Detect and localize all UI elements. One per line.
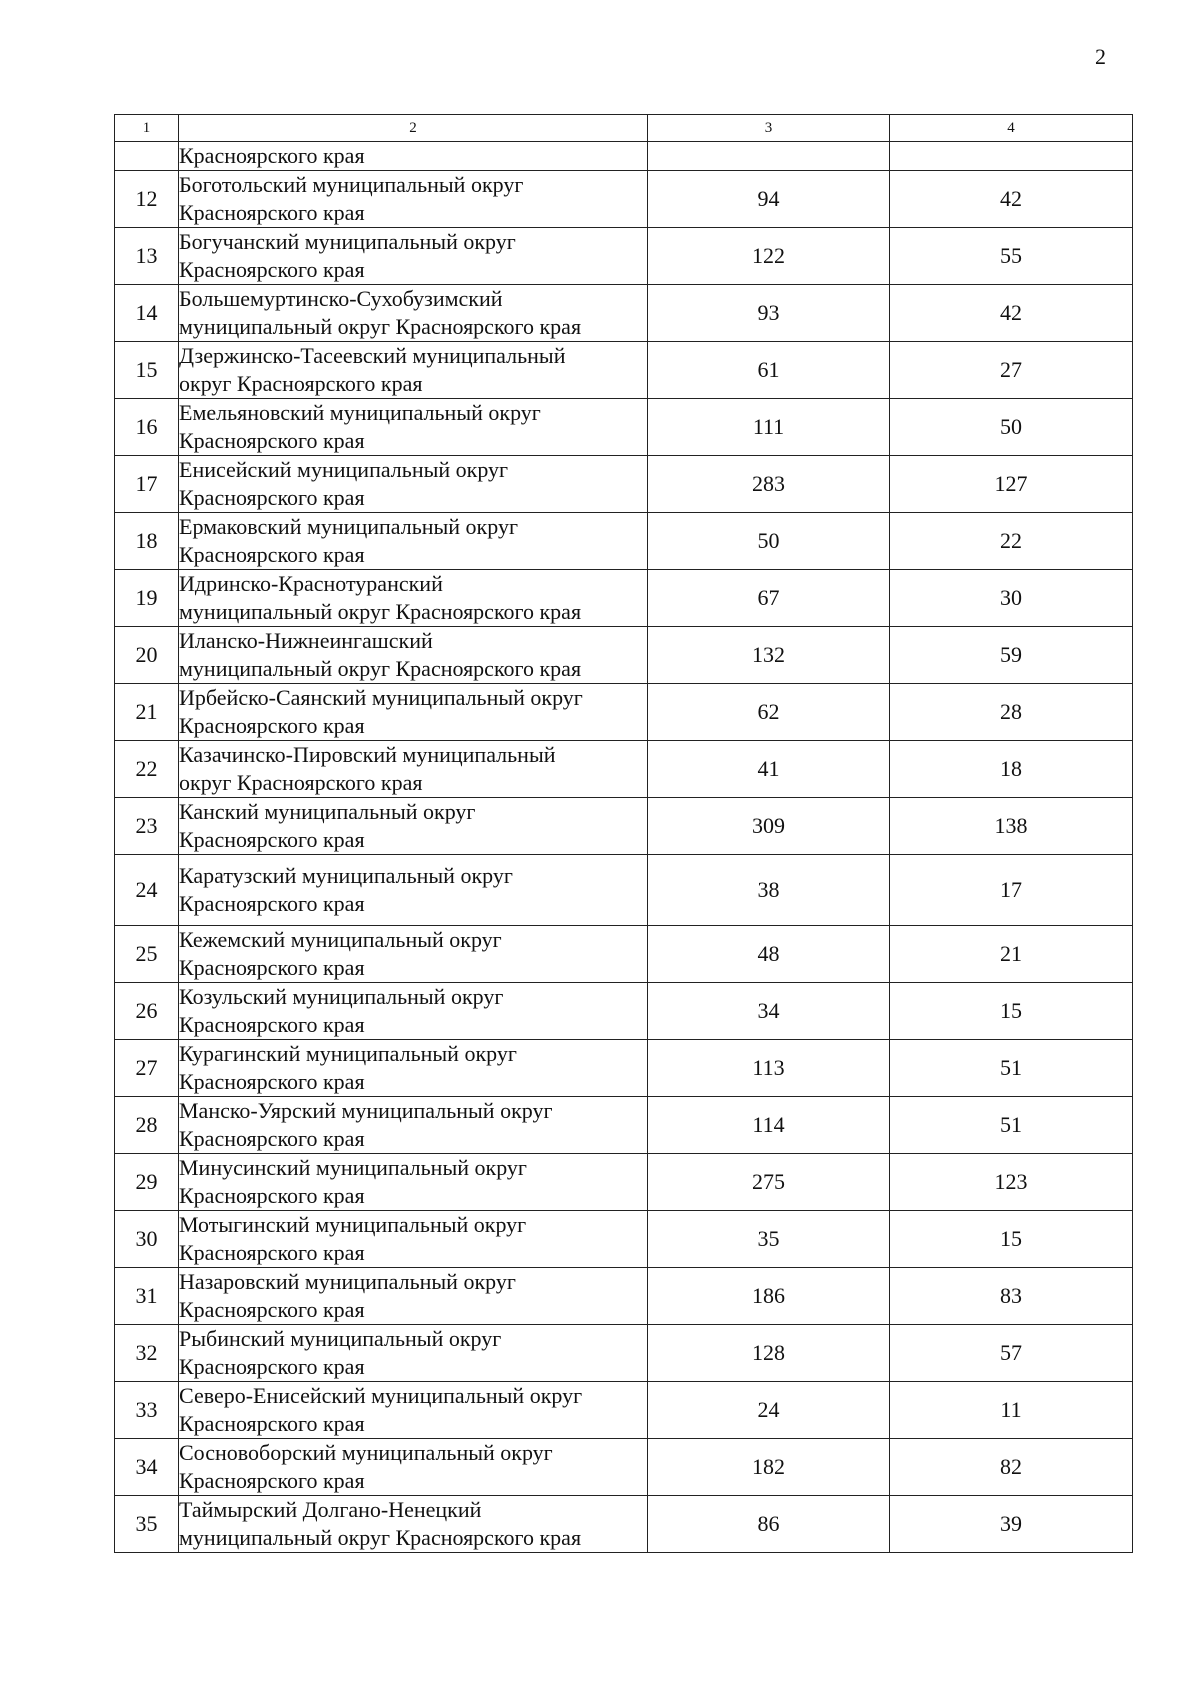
district-name-cell	[179, 1439, 648, 1496]
row-number-cell: 18	[115, 513, 179, 570]
value-col4-cell: 30	[890, 570, 1133, 627]
table-row	[115, 1325, 1133, 1382]
value-col3-cell: 67	[648, 570, 890, 627]
value-col3-cell: 62	[648, 684, 890, 741]
district-name-line-1: Таймырский Долгано-Ненецкий	[179, 1497, 482, 1522]
value-col4-cell: 83	[890, 1268, 1133, 1325]
table-row	[115, 741, 1133, 798]
value-col4-cell: 82	[890, 1439, 1133, 1496]
row-number-cell: 26	[115, 983, 179, 1040]
row-number-cell: 32	[115, 1325, 179, 1382]
district-name-cell	[179, 627, 648, 684]
district-name-line-1: Назаровский муниципальный округ	[179, 1269, 516, 1294]
district-name-cell	[179, 1496, 648, 1553]
district-name-cell	[179, 171, 648, 228]
district-name-line-2: Красноярского края	[179, 955, 365, 980]
row-number-cell: 20	[115, 627, 179, 684]
district-name-cell	[179, 741, 648, 798]
value-col4-cell: 22	[890, 513, 1133, 570]
district-name-line-2: Красноярского края	[179, 1468, 365, 1493]
district-name-line-1: Сосновоборский муниципальный округ	[179, 1440, 553, 1465]
district-name-line-1: Мотыгинский муниципальный округ	[179, 1212, 527, 1237]
municipal-districts-table	[114, 114, 1133, 1553]
district-name-line-1: Рыбинский муниципальный округ	[179, 1326, 502, 1351]
value-col4-cell: 27	[890, 342, 1133, 399]
column-header-2: 2	[179, 115, 648, 142]
district-name-line-2: Красноярского края	[179, 428, 365, 453]
district-name-cell	[179, 684, 648, 741]
district-name-line-2: Красноярского края	[179, 891, 365, 916]
row-number-cell: 34	[115, 1439, 179, 1496]
district-name-cell	[179, 855, 648, 926]
district-name-line-1: Идринско-Краснотуранский	[179, 571, 443, 596]
district-name-line-1: Емельяновский муниципальный округ	[179, 400, 541, 425]
value-col3-cell: 34	[648, 983, 890, 1040]
district-name-line-2: Красноярского края	[179, 1240, 365, 1265]
district-name-line-2: Красноярского края	[179, 827, 365, 852]
table-row	[115, 1439, 1133, 1496]
value-col4-cell: 51	[890, 1040, 1133, 1097]
district-name-line-2: округ Красноярского края	[179, 770, 423, 795]
header-row	[115, 115, 1133, 142]
district-name-cell	[179, 983, 648, 1040]
value-col3-cell: 128	[648, 1325, 890, 1382]
table-row	[115, 1496, 1133, 1553]
value-col4-cell: 51	[890, 1097, 1133, 1154]
value-col3-cell: 35	[648, 1211, 890, 1268]
district-name-line-2: Красноярского края	[179, 200, 365, 225]
value-col4-cell: 55	[890, 228, 1133, 285]
district-name-line-2: округ Красноярского края	[179, 371, 423, 396]
row-number-cell: 29	[115, 1154, 179, 1211]
district-name-line-1: Казачинско-Пировский муниципальный	[179, 742, 556, 767]
district-name-line-1: Иланско-Нижнеингашский	[179, 628, 433, 653]
continuation-num-cell	[115, 142, 179, 171]
table-row	[115, 1382, 1133, 1439]
district-name-line-2: Красноярского края	[179, 542, 365, 567]
value-col3-cell: 182	[648, 1439, 890, 1496]
row-number-cell: 25	[115, 926, 179, 983]
value-col3-cell: 61	[648, 342, 890, 399]
district-name-line-2: Красноярского края	[179, 713, 365, 738]
table-row	[115, 1211, 1133, 1268]
district-name-line-1: Минусинский муниципальный округ	[179, 1155, 527, 1180]
district-name-line-1: Ермаковский муниципальный округ	[179, 514, 518, 539]
district-name-line-1: Большемуртинско-Сухобузимский	[179, 286, 503, 311]
district-name-cell	[179, 399, 648, 456]
district-name-line-1: Енисейский муниципальный округ	[179, 457, 509, 482]
table-row	[115, 570, 1133, 627]
value-col3-cell: 111	[648, 399, 890, 456]
district-name-line-1: Каратузский муниципальный округ	[179, 863, 513, 888]
district-name-line-2: муниципальный округ Красноярского края	[179, 1525, 582, 1550]
district-name-line-1: Канский муниципальный округ	[179, 799, 476, 824]
value-col3-cell: 48	[648, 926, 890, 983]
value-col3-cell: 50	[648, 513, 890, 570]
table-row	[115, 171, 1133, 228]
value-col4-cell: 17	[890, 855, 1133, 926]
value-col3-cell: 283	[648, 456, 890, 513]
table-body	[115, 115, 1133, 1553]
district-name-line-1: Северо-Енисейский муниципальный округ	[179, 1383, 583, 1408]
district-name-cell	[179, 1382, 648, 1439]
district-name-line-2: Красноярского края	[179, 485, 365, 510]
table-row	[115, 627, 1133, 684]
value-col3-cell: 41	[648, 741, 890, 798]
continuation-name-cell: Красноярского края	[179, 142, 648, 171]
value-col4-cell: 57	[890, 1325, 1133, 1382]
value-col4-cell: 123	[890, 1154, 1133, 1211]
district-name-cell	[179, 285, 648, 342]
table-row	[115, 684, 1133, 741]
page-number: 2	[1095, 44, 1106, 69]
row-number-cell: 13	[115, 228, 179, 285]
district-name-line-2: Красноярского края	[179, 1012, 365, 1037]
district-name-cell	[179, 926, 648, 983]
table-row	[115, 1097, 1133, 1154]
table-row	[115, 926, 1133, 983]
district-name-line-1: Манско-Уярский муниципальный округ	[179, 1098, 553, 1123]
table-row	[115, 855, 1133, 926]
row-number-cell: 17	[115, 456, 179, 513]
district-name-cell	[179, 228, 648, 285]
district-name-cell	[179, 1211, 648, 1268]
value-col3-cell: 309	[648, 798, 890, 855]
row-number-cell: 28	[115, 1097, 179, 1154]
table-row	[115, 228, 1133, 285]
value-col4-cell: 15	[890, 983, 1133, 1040]
value-col4-cell: 28	[890, 684, 1133, 741]
district-name-cell	[179, 456, 648, 513]
row-number-cell: 30	[115, 1211, 179, 1268]
row-number-cell: 21	[115, 684, 179, 741]
value-col4-cell: 11	[890, 1382, 1133, 1439]
row-number-cell: 27	[115, 1040, 179, 1097]
continuation-row	[115, 142, 1133, 171]
row-number-cell: 31	[115, 1268, 179, 1325]
value-col3-cell: 122	[648, 228, 890, 285]
district-name-line-1: Козульский муниципальный округ	[179, 984, 504, 1009]
value-col3-cell: 275	[648, 1154, 890, 1211]
value-col4-cell: 15	[890, 1211, 1133, 1268]
table-row	[115, 798, 1133, 855]
district-name-line-1: Курагинский муниципальный округ	[179, 1041, 517, 1066]
row-number-cell: 14	[115, 285, 179, 342]
district-name-cell	[179, 342, 648, 399]
value-col3-cell: 93	[648, 285, 890, 342]
row-number-cell: 19	[115, 570, 179, 627]
row-number-cell: 16	[115, 399, 179, 456]
district-name-line-2: муниципальный округ Красноярского края	[179, 599, 582, 624]
value-col4-cell: 21	[890, 926, 1133, 983]
row-number-cell: 33	[115, 1382, 179, 1439]
value-col3-cell: 86	[648, 1496, 890, 1553]
value-col4-cell: 127	[890, 456, 1133, 513]
table-row	[115, 1268, 1133, 1325]
row-number-cell: 22	[115, 741, 179, 798]
district-name-cell	[179, 1040, 648, 1097]
district-name-line-2: муниципальный округ Красноярского края	[179, 656, 582, 681]
row-number-cell: 35	[115, 1496, 179, 1553]
district-name-cell	[179, 1325, 648, 1382]
district-name-cell	[179, 1268, 648, 1325]
value-col3-cell: 114	[648, 1097, 890, 1154]
column-header-1: 1	[115, 115, 179, 142]
row-number-cell: 23	[115, 798, 179, 855]
continuation-col4-cell	[890, 142, 1133, 171]
column-header-3: 3	[648, 115, 890, 142]
value-col3-cell: 186	[648, 1268, 890, 1325]
value-col3-cell: 113	[648, 1040, 890, 1097]
district-name-cell	[179, 513, 648, 570]
row-number-cell: 12	[115, 171, 179, 228]
value-col3-cell: 94	[648, 171, 890, 228]
value-col4-cell: 42	[890, 285, 1133, 342]
value-col4-cell: 50	[890, 399, 1133, 456]
district-name-line-2: Красноярского края	[179, 1069, 365, 1094]
table-row	[115, 399, 1133, 456]
district-name-line-1: Богучанский муниципальный округ	[179, 229, 516, 254]
district-name-line-2: муниципальный округ Красноярского края	[179, 314, 582, 339]
table-row	[115, 456, 1133, 513]
value-col4-cell: 18	[890, 741, 1133, 798]
district-name-line-2: Красноярского края	[179, 257, 365, 282]
district-name-cell	[179, 1154, 648, 1211]
value-col4-cell: 138	[890, 798, 1133, 855]
district-name-line-1: Дзержинско-Тасеевский муниципальный	[179, 343, 566, 368]
table-row	[115, 1154, 1133, 1211]
value-col4-cell: 39	[890, 1496, 1133, 1553]
district-name-line-1: Кежемский муниципальный округ	[179, 927, 502, 952]
district-name-line-2: Красноярского края	[179, 1354, 365, 1379]
value-col4-cell: 59	[890, 627, 1133, 684]
district-name-line-2: Красноярского края	[179, 1297, 365, 1322]
district-name-cell	[179, 1097, 648, 1154]
table-row	[115, 285, 1133, 342]
district-name-line-2: Красноярского края	[179, 1183, 365, 1208]
row-number-cell: 24	[115, 855, 179, 926]
value-col3-cell: 38	[648, 855, 890, 926]
continuation-col3-cell	[648, 142, 890, 171]
district-name-line-1: Ирбейско-Саянский муниципальный округ	[179, 685, 583, 710]
district-name-line-2: Красноярского края	[179, 1411, 365, 1436]
value-col3-cell: 24	[648, 1382, 890, 1439]
district-name-line-1: Боготольский муниципальный округ	[179, 172, 524, 197]
table-row	[115, 1040, 1133, 1097]
table-row	[115, 983, 1133, 1040]
table-row	[115, 342, 1133, 399]
value-col3-cell: 132	[648, 627, 890, 684]
table-row	[115, 513, 1133, 570]
value-col4-cell: 42	[890, 171, 1133, 228]
row-number-cell: 15	[115, 342, 179, 399]
district-name-cell	[179, 798, 648, 855]
district-name-line-2: Красноярского края	[179, 1126, 365, 1151]
district-name-cell	[179, 570, 648, 627]
column-header-4: 4	[890, 115, 1133, 142]
